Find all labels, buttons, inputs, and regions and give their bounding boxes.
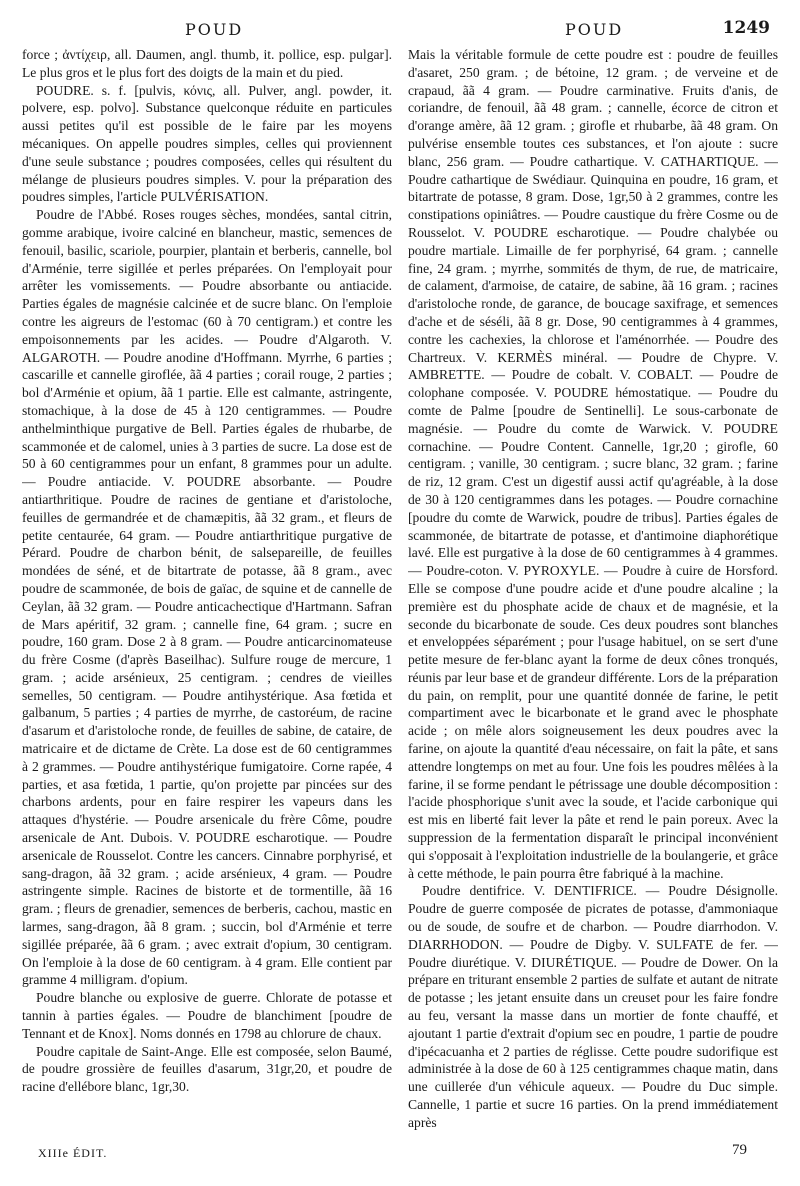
paragraph: Mais la véritable formule de cette poudre est : poudre de feuilles d'asaret, 250 gram. ; de bétoine, 12 gram. ; de verveine et de crapaud, ãã 4 gram. — Poudre carminative. Fruits d'anis, de coriandre, de fenouil, ãã 48 gram. ; cannelle, écorce de citron et d'orange amère, ãã 12 gram. ; girofle et rhubarbe, ãã 48 gram. On pulvérise ensemble toutes ces substances, et l'on ajoute : sucre blanc, 256 gram. — Poudre cathartique. V. CATHARTIQUE. — Poudre cathartique de Swédiaur. Quinquina en poudre, 16 gram, et bitartrate de potasse, 8 gram. Dose, 1gr,50 à 2 grammes, contre les constipations opiniâtres. — Poudre caustique du frère Cosme ou de Rousselot. V. POUDRE escharotique. — Poudre chalybée ou poudre martiale. Limaille de fer porphyrisé, 64 gram. ; cannelle fine, 24 gram. ; myrrhe, sommités de thym, de rue, de matricaire, de calament, d'armoise, de cataire, de sabine, ãã 16 gram. ; racines d'aristoloche ronde, de garance, de boucage saxifrage, et semences d'ache et de séséli, ãã 8 gr. Dose, 90 centigrammes à 4 grammes, contre les cachexies, la chlorose et l'aménorrhée. — Poudre des Chartreux. V. KERMÈS minéral. — Poudre de Chypre. V. AMBRETTE. — Poudre de cobalt. V. COBALT. — Poudre de colophane composée. V. POUDRE hémostatique. — Poudre du comte de Palme [poudre de Sentinelli]. Le sous-carbonate de magnésie. — Poudre du comte de Warwick. V. POUDRE cornachine. — Poudre Content. Cannelle, 1gr,20 ; girofle, 60 centigram. ; vanille, 30 centigram. ; sucre blanc, 32 gram. ; farine de riz, 12 gram. C'est un digestif aussi actif qu'agréable, à la dose de 30 à 120 centigrammes dans les potages. — Poudre cornachine [poudre du comte de Warwick, poudre de tribus]. Parties égales de scammonée, de bitartrate de potasse, et d'antimoine diaphorétique lavé. Elle est purgative à la dose de 60 centigrammes à 4 grammes. — Poudre-coton. V. PYROXYLE. — Poudre à cuire de Horsford. Elle se compose d'une poudre acide et d'une poudre alcaline ; la première est du phosphate acide de chaux et de magnésie, et la seconde du bicarbonate de soude. Ces deux poudres sont blanches et enveloppées séparément ; pour l'usage habituel, on se sert d'une petite mesure de fer-blanc ayant la forme de deux cônes tronqués, réunis par leur base et de grandeur différente. Lors de la préparation du pain, on remplit, pour une quantité donnée de farine, le petit compartiment avec le bicarbonate et le grand avec le phosphate acide ; on mêle alors soigneusement les deux poudres avec la farine, on ajoute la quantité d'eau nécessaire, on fait la pâte, et sans attendre longtemps on met au four. Une fois les poudres mêlées à la farine, il se forme pendant le pétrissage une double décomposition : l'acide phosphorique s'unit avec la soude, et l'acide carbonique qui est mis en liberté fait lever la pâte et rend le pain poreux. Avec la suppression de la fermentation disparaît le principal inconvénient qui s'opposait à l'exploitation industrielle de la boulangerie, et grâce à cette méthode, le pain pourra être fabriqué à la machine.	[408, 47, 778, 881]
paragraph: Poudre capitale de Saint-Ange. Elle est composée, selon Baumé, de poudre grossière de feuilles d'asarum, 31gr,20, et poudre de racine d'ellébore blanc, 1gr,30.	[22, 1043, 392, 1095]
left-column	[22, 46, 392, 1136]
running-head-left: POUD	[185, 20, 244, 39]
right-column	[408, 46, 778, 1136]
page-number: 1249	[722, 18, 770, 38]
running-head-right: POUD	[565, 20, 624, 39]
paragraph: force ; ἀντίχειρ, all. Daumen, angl. thumb, it. pollice, esp. pulgar]. Le plus gros et le plus fort des doigts de la main et du pied.	[22, 47, 392, 80]
paragraph: POUDRE. s. f. [pulvis, κόνις, all. Pulver, angl. powder, it. polvere, esp. polvo]. Substance quelconque réduite en particules aussi petites qu'il est possible de le faire par les moyens mécaniques. On appelle poudres simples, celles qui proviennent d'une seule substance ; poudres composées, celles qui résultent du mélange de plusieurs poudres simples. V. pour la préparation des poudres simples, l'article PULVÉRISATION.	[22, 82, 392, 205]
signature-number: 79	[732, 1142, 747, 1158]
paragraph: Poudre blanche ou explosive de guerre. Chlorate de potasse et tannin à parties égales. — Poudre de blanchiment [poudre de Tennant et de Knox]. Noms donnés en 1798 au chlorure de chaux.	[22, 990, 392, 1041]
paragraph: Poudre de l'Abbé. Roses rouges sèches, mondées, santal citrin, gomme arabique, ivoire calciné en blancheur, mastic, semences de fenouil, basilic, scariole, pourpier, plantain et berberis, cannelle, bol d'Arménie, terre sigillée et perles préparées. On l'employait pour arrêter les vomissements. — Poudre absorbante ou antiacide. Parties égales de magnésie calcinée et de sucre blanc. On l'emploie contre les aigreurs de l'estomac (60 à 70 centigram.) et contre les empoisonnements par les acides. — Poudre d'Algaroth. V. ALGAROTH. — Poudre anodine d'Hoffmann. Myrrhe, 6 parties ; cascarille et cannelle giroflée, ãã 4 parties ; corail rouge, 2 parties ; bol d'Arménie et opium, ãã 1 partie. Elle est calmante, astringente, stomachique, à la dose de 45 à 120 centigrammes. — Poudre anthelminthique purgative de Bell. Parties égales de rhubarbe, de scammonée et de calomel, unies à 3 parties de sucre. La dose est de 50 à 60 centigrammes pour un enfant, 8 grammes pour un adulte. — Poudre antiacide. V. POUDRE absorbante. — Poudre antiarthritique. Poudre de racines de gentiane et d'aristoloche, feuilles de germandrée et de chamæpitis, ãã 32 gram., et fleurs de petite centaurée, 64 gram. — Poudre antiarthritique purgative de Pérard. Poudre de charbon bénit, de salsepareille, de feuilles mondées de séné, et de bitartrate de potasse, ãã 8 gram., avec poudre de scammonée, de bois de gaïac, de squine et de cannelle de Ceylan, ãã 32 gram. — Poudre anticachectique d'Hartmann. Safran de Mars apéritif, 32 gram. ; cannelle fine, 64 gram. ; sucre en poudre, 160 gram. Dose 2 à 8 gram. — Poudre anticarcinomateuse du frère Cosme (d'après Baseilhac). Sulfure rouge de mercure, 1 gram. ; acide arsénieux, 25 centigram. ; cendres de vieilles semelles, 50 centigram. — Poudre antihystérique. Asa fœtida et galbanum, 5 parties ; 4 parties de myrrhe, de castoréum, de racine d'asarum et d'aristoloche ronde, de feuilles de sabine, de cataire, de matricaire et de dictame de Crète. La dose est de 60 centigrammes à 2 grammes. — Poudre antihystérique fumigatoire. Corne rapée, 4 parties, et asa fœtida, 1 partie, qu'on projette par pincées sur des charbons ardents, pour en faire respirer les vapeurs dans les attaques d'hystérie. — Poudre arsenicale du frère Côme, poudre arsenicale de Ant. Dubois. V. POUDRE escharotique. — Poudre arsenicale de Rousselot. Contre les cancers. Cinnabre porphyrisé, et sang-dragon, ãã 32 gram. ; acide arsénieux, 4 gram. — Poudre astringente simple. Racines de bistorte et de tormentille, ãã 16 gram. ; fleurs de grenadier, semences de berberis, cachou, mastic en larmes, sang-dragon, ãã 8 gram. ; succin, bol d'Arménie et terre sigillée préparée, ãã 6 gram. ; avec extrait d'opium, 30 centigram. On l'emploie à la dose de 60 centigram. à 4 gram. Elle contient par gramme 4 milligram. d'opium.	[22, 207, 392, 988]
edition-mark: XIIIe ÉDIT.	[38, 1146, 108, 1160]
paragraph: Poudre dentifrice. V. DENTIFRICE. — Poudre Désignolle. Poudre de guerre composée de picrates de potasse, d'ammoniaque ou de soude, de soufre et de charbon. — Poudre diarrhodon. V. DIARRHODON. — Poudre de Digby. V. SULFATE de fer. — Poudre diurétique. V. DIURÉTIQUE. — Poudre de Dower. On la prépare en triturant ensemble 2 parties de sulfate et autant de nitrate de potasse ; les jetant ensuite dans un creuset pour les faire fondre au feu, versant la masse dans un mortier de fonte chauffé, et ajoutant 1 partie d'extrait d'opium sec en poudre, 1 partie de poudre d'ipécacuanha et 2 parties de réglisse. Cette poudre sudorifique est administrée à la dose de 60 à 125 centigrammes chaque matin, dans une cuillerée d'un véhicule aqueux. — Poudre du Duc simple. Cannelle, 1 partie et sucre 16 parties. On la prend immédiatement après	[408, 883, 778, 1130]
